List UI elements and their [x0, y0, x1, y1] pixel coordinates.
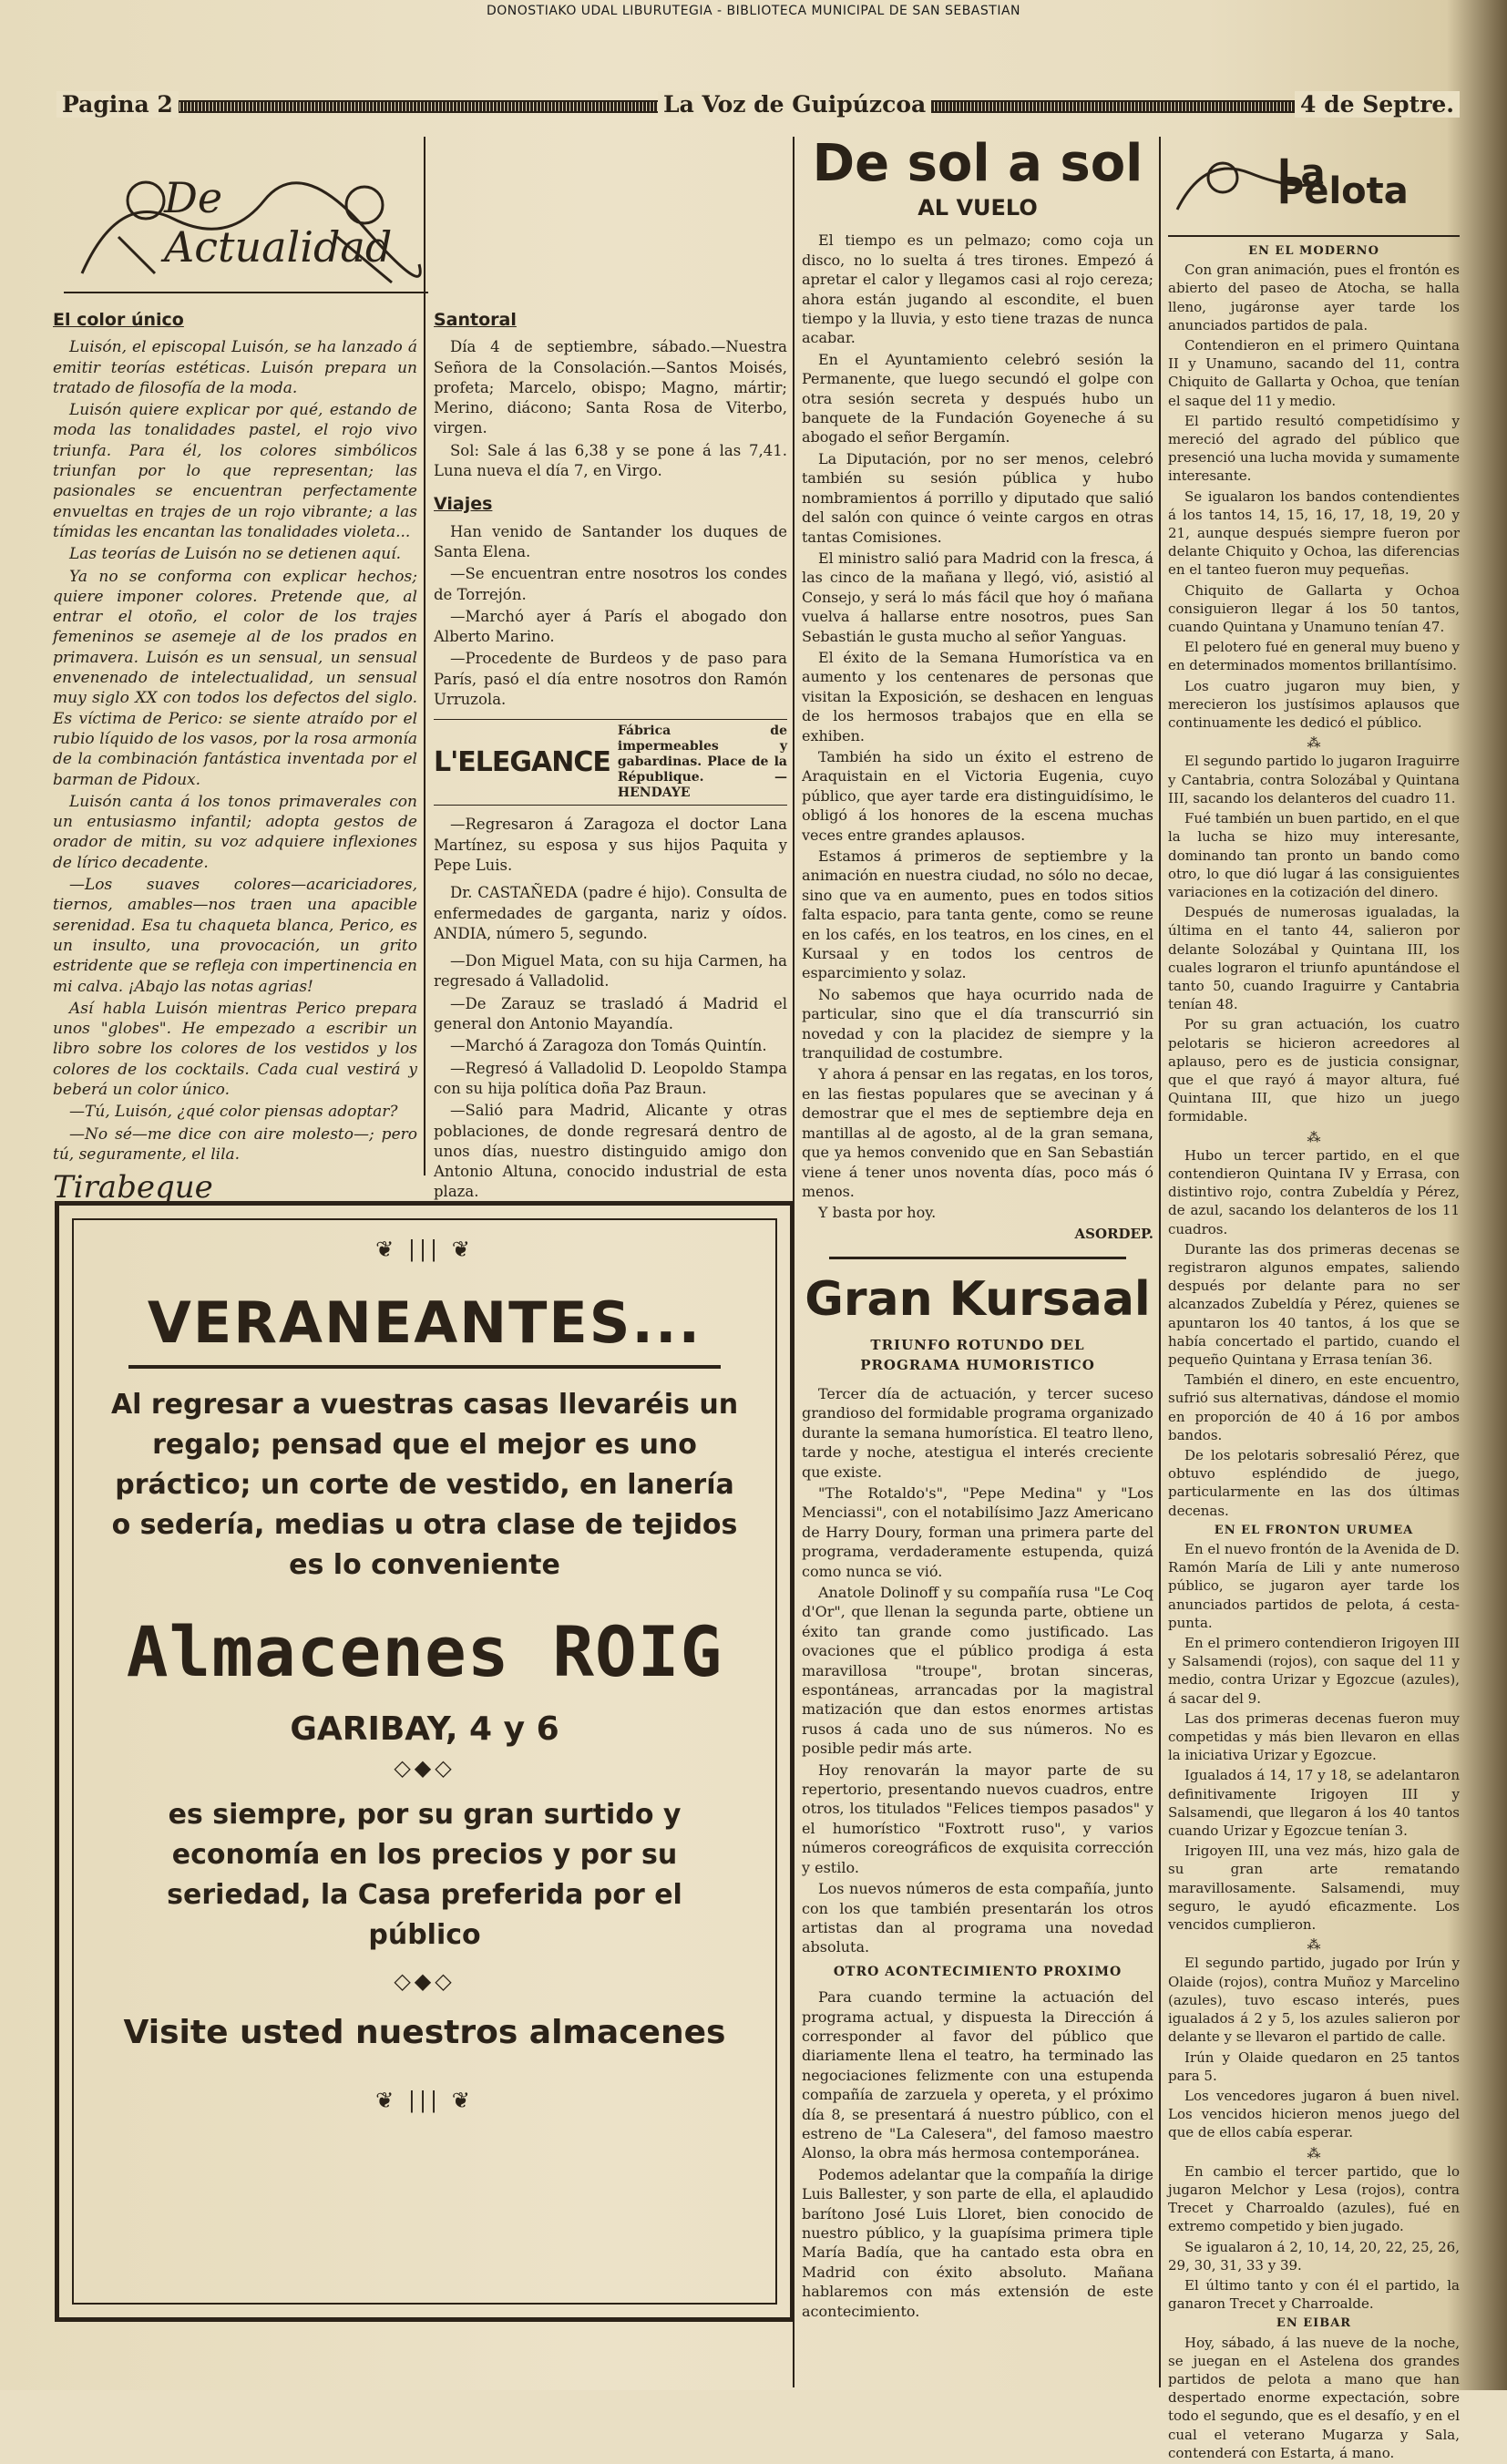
section-title-santoral: Santoral — [434, 310, 517, 330]
column-de-sol-a-sol — [802, 134, 1153, 2323]
asterisk-icon: ⁂ — [1307, 2144, 1321, 2161]
paragraph: Hoy renovarán la mayor parte de su repertorio, presentando nuevos cuadros, entre otros, los titulados "Felices tiempos pasados" y el humorístico "Foxtrott ruso", y varios números coreográficos de exquisita corrección y estilo. — [802, 1761, 1153, 1876]
ad-inner-border — [72, 1218, 777, 2305]
paragraph: Las dos primeras decenas fueron muy competidas y más bien llevaron en ellas la iniciativa Urizar y Egozcue. — [1168, 1709, 1460, 1764]
paragraph: Y basta por hoy. — [818, 1204, 937, 1222]
paragraph: Y ahora á pensar en las regatas, en los toros, en las fiestas populares que se avecinan y á demostrar que el mes de septiembre deja en mantillas al de agosto, al de la gran semana, que ya hemos convenido que en San Sebastián viene á tener unos noventa días, poco más ó menos. — [802, 1065, 1153, 1200]
archive-header: DONOSTIAKO UDAL LIBURUTEGIA - BIBLIOTECA MUNICIPAL DE SAN SEBASTIAN — [486, 4, 1021, 18]
section-title-gran-kursaal: Gran Kursaal — [805, 1272, 1151, 1328]
paragraph: —Salió para Madrid, Alicante y otras poblaciones, de donde regresará dentro de unos días, nuestro distinguido amigo don Antonio Altuna, conocido industrial de esta plaza. — [434, 1102, 787, 1201]
elegance-text: Fábrica de impermeables y gabardinas. Place de la République. — HENDAYE — [617, 724, 787, 801]
paragraph: Irún y Olaide quedaron en 25 tantos para 5. — [1168, 2048, 1460, 2084]
pelota-header-art — [1168, 137, 1460, 237]
asterisk-icon: ⁂ — [1307, 1128, 1321, 1145]
paragraph: Para cuando termine la actuación del programa actual, y dispuesta la Dirección á corresponder al favor del público que diariamente llena el teatro, ha terminado las negociaciones felizmente con una estupenda compañía de zarzuela y opereta, y el próximo día 8, se presentará á nuestro público, con el estreno de "La Calesera", del famoso maestro Alonso, la obra más hermosa contemporánea. — [802, 1988, 1153, 2162]
column-santoral — [434, 304, 787, 1205]
asterisk-icon: ⁂ — [1307, 734, 1321, 752]
paragraph: Podemos adelantar que la compañía la dirige Luis Ballester, y son parte de ella, el aplaudido barítono José Luis Lloret, bien conocido de nuestro público, y la guapísima primera tiple María Badía, que ha cantado esta obra en Madrid con éxito absoluto. Mañana hablaremos con más extensión de este acontecimiento. — [802, 2165, 1153, 2320]
paragraph: Hoy, sábado, á las nueve de la noche, se juegan en el Astelena dos grandes partidos de pelota a mano que han despertado enorme expectación, sobre todo el segundo, que es el desafío, y en el cual el veterano Mugarza y Sala, contenderá con Estarta, á mano. — [1168, 2334, 1460, 2461]
paragraph: —Los suaves colores—acariciadores, tiernos, amables—nos traen una apacible serenidad. Esa tu chaqueta blanca, Perico, es un insulto, una provocación, un grito estridente que se refleja con impertinencia en mi calva. ¡Abajo las notas agrias! — [53, 876, 417, 996]
ad-body-1: Al regresar a vuestras casas llevaréis un regalo; pensad que el mejor es uno práctico; un corte de vestido, en lanería o sedería, medias u otra clase de tejidos es lo conveniente — [110, 1389, 739, 1581]
paragraph: El pelotero fué en general muy bueno y en determinados momentos brillantísimo. — [1168, 639, 1460, 674]
author-signature: Tirabeque — [53, 1169, 213, 1206]
paragraph: Las teorías de Luisón no se detienen aquí. — [69, 545, 402, 564]
paragraph: Los cuatro jugaron muy bien, y merecieron los justísimos aplausos que continuamente les dedicó el público. — [1168, 677, 1460, 732]
paragraph: Los nuevos números de esta compañía, junto con los que también presentarán los otros artistas dan al programa una novedad absoluta. — [802, 1880, 1153, 1956]
pelota-heading: La Pelota — [1277, 152, 1409, 213]
paragraph: Ya no se conforma con explicar hechos; quiere imponer colores. Pretende que, al entrar el otoño, el color de los trajes femeninos se asemeje al de los prados en primavera. Luisón es un sensual, un sensual envenenado de intelectualidad, un sensual muy siglo XX con todos los defectos del siglo. Es víctima de Perico: se siente atraído por el rubio líquido de los vasos, por la rosa armonía de la combinación fantástica inventada por el barman de Pidoux. — [53, 567, 417, 789]
paragraph: Así habla Luisón mientras Perico prepara unos "globes". He empezado a escribir un libro sobre los colores de los vestidos y los colores de los cocktails. Cada cual vestirá y beberá un color único. — [53, 999, 417, 1099]
ornament-icon: ❦ ||| ❦ — [375, 2088, 474, 2113]
paragraph: —No sé—me dice con aire molesto—; pero tú, seguramente, el lila. — [53, 1124, 417, 1164]
paragraph: Después de numerosas igualadas, la última en el tanto 44, salieron por delante Solozábal y Quintana III, los cuales lograron el triunfo apuntándose el tanto 50, cuando Iraguirre y Cantabria tenían 48. — [1168, 904, 1460, 1013]
author-signature: ASORDEP. — [1074, 1225, 1153, 1242]
paragraph: En el Ayuntamiento celebró sesión la Permanente, que luego secundó el golpe con otra sesión secreta y después hubo un banquete de la Fundación Goyeneche á su abogado el señor Bergamín. — [802, 350, 1153, 447]
paragraph: El último tanto y con él el partido, la ganaron Trecet y Charroalde. — [1168, 2276, 1460, 2313]
paragraph: Se igualaron los bandos contendientes á los tantos 14, 15, 16, 17, 18, 19, 20 y 21, aunque después siempre fueron por delante Chiquito y Ochoa, las diferencias en el tanteo fueron muy pequeñas. — [1168, 488, 1460, 579]
ornament-icon: ◇◆◇ — [394, 1755, 456, 1781]
paragraph: El segundo partido lo jugaron Iraguirre y Cantabria, contra Solozábal y Quintana III, sacando los delanteros del cuadro 11. — [1168, 753, 1460, 806]
subheading-moderno: EN EL MODERNO — [1248, 244, 1379, 258]
paragraph: También el dinero, en este encuentro, sufrió sus alternativas, dándose el momio en proporción de 40 á 16 por ambos bandos. — [1168, 1371, 1460, 1443]
subheading-urumea: EN EL FRONTON URUMEA — [1214, 1523, 1414, 1537]
subtitle-al-vuelo: AL VUELO — [918, 195, 1038, 221]
almacenes-roig-ad — [55, 1201, 795, 2322]
paper-name: La Voz de Guipúzcoa — [658, 91, 931, 118]
actualidad-heading: De Actualidad — [164, 173, 393, 272]
paragraph: —Regresaron á Zaragoza el doctor Lana Martínez, su esposa y sus hijos Paquita y Pepe Luis. — [434, 816, 787, 874]
section-title-viajes: Viajes — [434, 494, 493, 515]
kursaal-subtitle: TRIUNFO ROTUNDO DEL PROGRAMA HUMORISTICO — [860, 1337, 1095, 1373]
asterisk-icon: ⁂ — [1307, 1936, 1321, 1954]
column-la-pelota — [1168, 137, 1460, 2464]
paragraph: —Marchó ayer á París el abogado don Alberto Marino. — [434, 607, 787, 646]
paragraph: El segundo partido, jugado por Irún y Olaide (rojos), contra Muñoz y Marcelino (azules), tuvo escaso interés, pues igualados á 2 y 5, los azules salieron por delante y se llevaron el partido de calle. — [1168, 1955, 1460, 2046]
paragraph: Hubo un tercer partido, en el que contendieron Quintana IV y Errasa, con distintivo rojo, contra Zubeldía y Pérez, de azul, sacando los delanteros de los 11 cuadros. — [1168, 1146, 1460, 1237]
paragraph: Igualados á 14, 17 y 18, se adelantaron definitivamente Irigoyen III y Salsamendi, que llegaron á los 40 tantos cuando Urizar y Egozcue tenían 3. — [1168, 1767, 1460, 1840]
paragraph: Día 4 de septiembre, sábado.—Nuestra Señora de la Consolación.—Santos Moisés, profeta; Marcelo, obispo; Magno, mártir; Merino, diácono; Santa Rosa de Viterbo, virgen. — [434, 338, 787, 437]
ad-address: GARIBAY, 4 y 6 — [290, 1710, 559, 1748]
elegance-brand: L'ELEGANCE — [434, 745, 610, 778]
paragraph: Irigoyen III, una vez más, hizo gala de su gran arte rematando maravillosamente. Salsamendi, muy seguro, le ayudó eficazmente. Los vencidos cumplieron. — [1168, 1843, 1460, 1934]
issue-date: 4 de Septre. — [1295, 91, 1460, 118]
paragraph: Estamos á primeros de septiembre y la animación en nuestra ciudad, no sólo no decae, sino que va en aumento, pues en todos sitios falta espacio, para tanta gente, como se reune en los cafés, en los teatros, en los cines, en el Kursaal y en todos los centros de esparcimiento y solaz. — [802, 847, 1153, 982]
paragraph: Chiquito de Gallarta y Ochoa consiguieron llegar á los 50 tantos, cuando Quintana y Unamuno tenían 47. — [1168, 581, 1460, 636]
paragraph: —Regresó á Valladolid D. Leopoldo Stampa con su hija política doña Paz Braun. — [434, 1059, 787, 1097]
divider — [829, 1257, 1126, 1259]
page-number: Pagina 2 — [56, 91, 179, 118]
paragraph: En el nuevo frontón de la Avenida de D. Ramón María de Lili y ante numeroso público, se jugaron ayer tarde los anunciados partidos de pelota, á cesta-punta. — [1168, 1541, 1460, 1631]
paragraph: Durante las dos primeras decenas se registraron algunos empates, saliendo después por delante para no ser alcanzados Zubeldía y Pérez, quienes se apuntaron los 40 tantos, á los que se había concertado el partido, cuando el pequeño Quintana y Errasa tenían 36. — [1168, 1240, 1460, 1368]
paragraph: Los vencedores jugaron á buen nivel. Los vencidos hicieron menos juego del que de ellos cabía esperar. — [1168, 2087, 1460, 2141]
ad-rule — [128, 1365, 721, 1369]
paragraph: La Diputación, por no ser menos, celebró también su sesión pública y hubo nombramientos á porrillo y diputado que salió del salón con quince ó veinte cargos en otras tantas Comisiones. — [802, 449, 1153, 546]
ad-headline: VERANEANTES... — [147, 1289, 702, 1356]
paragraph: Se igualaron á 2, 10, 14, 20, 22, 25, 26, 29, 30, 31, 33 y 39. — [1168, 2238, 1460, 2274]
section-title-de-sol-a-sol: De sol a sol — [812, 134, 1143, 193]
paragraph: —Se encuentran entre nosotros los condes de Torrejón. — [434, 565, 787, 603]
masthead — [56, 89, 1460, 122]
paragraph: Luisón, el episcopal Luisón, se ha lanzado á emitir teorías estéticas. Luisón prepara un tratado de filosofía de la moda. — [53, 338, 417, 397]
paragraph: Luisón quiere explicar por qué, estando de moda las tonalidades pastel, el rojo vivo triunfa. Para él, los colores simbólicos triunfan por lo que representan; las pasionales se encuentran perfectamente envueltas en trajes de un rojo vibrante; a las tímidas les encantan las tonalidades violeta... — [53, 401, 417, 541]
paragraph: También ha sido un éxito el estreno de Araquistain en el Victoria Eugenia, cuyo público, que ayer tarde era distinguidísimo, le obligó á los honores de la escena muchas veces entre grandes aplausos. — [802, 747, 1153, 844]
ad-body-2: es siempre, por su gran surtido y economía en los precios y por su seriedad, la Casa preferida por el público — [167, 1799, 682, 1951]
paragraph: De los pelotaris sobresalió Pérez, que obtuvo espléndido de juego, particularmente en las dos últimas decenas. — [1168, 1447, 1460, 1519]
paragraph: Contendieron en el primero Quintana II y Unamuno, sacando del 11, contra Chiquito de Gallarta y Ochoa, que tenían el saque del 11 y medio. — [1168, 337, 1460, 409]
paragraph: Luisón canta á los tonos primaverales con un entusiasmo infantil; adopta gestos de orador de mitin, su voz adquiere inflexiones de lírico decadente. — [53, 792, 417, 872]
paragraph: —Don Miguel Mata, con su hija Carmen, ha regresado á Valladolid. — [434, 952, 787, 991]
ad-store-name: Almacenes ROIG — [126, 1611, 723, 1692]
paragraph: Han venido de Santander los duques de Santa Elena. — [434, 522, 787, 560]
paragraph: Tercer día de actuación, y tercer suceso grandioso del formidable programa organizado durante la semana humorística. El teatro lleno, tarde y noche, atestigua el interés creciente que existe. — [802, 1384, 1153, 1481]
paragraph: En el primero contendieron Irigoyen III y Salsamendi (rojos), con saque del 11 y medio, contra Urizar y Egozcue (azules), á sacar del 9. — [1168, 1635, 1460, 1707]
column-divider — [1159, 137, 1161, 2387]
section-title-color-unico: El color único — [53, 310, 184, 330]
ornament-icon: ◇◆◇ — [394, 1968, 456, 1994]
subheading-eibar: EN EIBAR — [1276, 2316, 1352, 2331]
castaneda-notice: Dr. CASTAÑEDA (padre é hijo). Consulta de enfermedades de garganta, nariz y oídos. ANDIA, número 5, segundo. — [434, 884, 787, 942]
actualidad-header-art — [64, 137, 428, 293]
paragraph: Fué también un buen partido, en el que la lucha se hizo muy interesante, dominando tan pronto un bando como otro, lo que dió lugar á las consiguientes variaciones en la cotización del dinero. — [1168, 810, 1460, 900]
paragraph: Por su gran actuación, los cuatro pelotaris se hicieron acreedores al aplauso, pero es de justicia consignar, que el que rayó á mayor altura, fué Quintana III, que hizo un juego formidable. — [1168, 1016, 1460, 1125]
paragraph: Con gran animación, pues el frontón es abierto del paseo de Atocha, se halla lleno, jugáronse ayer tarde los anunciados partidos de pala. — [1168, 262, 1460, 334]
column-divider — [424, 137, 425, 1176]
subheading-otro-acontecimiento: OTRO ACONTECIMIENTO PROXIMO — [833, 1964, 1123, 1979]
paragraph: —Marchó á Zaragoza don Tomás Quintín. — [450, 1037, 767, 1055]
paragraph: En cambio el tercer partido, que lo jugaron Melchor y Lesa (rojos), contra Trecet y Charroaldo (azules), fué en extremo competido y bien jugado. — [1168, 2162, 1460, 2235]
paragraph: "The Rotaldo's", "Pepe Medina" y "Los Menciassi", con el notabilísimo Jazz Americano de Harry Doury, forman una primera parte del programa, verdaderamente estupenda, quizá como nunca se vió. — [802, 1484, 1153, 1580]
paragraph: Sol: Sale á las 6,38 y se pone á las 7,41. Luna nueva el día 7, en Virgo. — [434, 441, 787, 480]
paragraph: —Procedente de Burdeos y de paso para París, pasó el día entre nosotros don Ramón Urruzola. — [434, 650, 787, 709]
paragraph: Anatole Dolinoff y su compañía rusa "Le Coq d'Or", que llenan la segunda parte, obtiene un éxito tan grande como justificado. Las ovaciones que el público prodiga á esta maravillosa "troupe", brotan sinceras, espontáneas, arrancadas por la magistral matización que dan estos enormes artistas rusos á cada uno de sus números. No es posible pedir más arte. — [802, 1584, 1153, 1758]
paragraph: El ministro salió para Madrid con la fresca, á las cinco de la mañana y llegó, vió, asistió al Consejo, y será lo más fácil que hoy ó mañana vuelva á hallarse entre nosotros, pues San Sebastián le gusta mucho al señor Yanguas. — [802, 549, 1153, 645]
ad-cta: Visite usted nuestros almacenes — [123, 2014, 726, 2051]
paragraph: El partido resultó competidísimo y mereció del agrado del público que presenció una lucha movida y sumamente interesante. — [1168, 412, 1460, 485]
paragraph: El tiempo es un pelmazo; como coja un disco, no lo suelta á tres tirones. Empezó á apretar el calor y llegamos casi al rojo cereza; ahora están jugando al escondite, el buen tiempo y la lluvia, y esto tiene trazas de nunca acabar. — [802, 231, 1153, 347]
paragraph: El éxito de la Semana Humorística va en aumento y los centenares de personas que visitan la Exposición, se deshacen en lenguas de los hermosos trabajos que en ella se exhiben. — [802, 648, 1153, 744]
paragraph: —De Zarauz se trasladó á Madrid el general don Antonio Mayandía. — [434, 994, 787, 1033]
paragraph: —Tú, Luisón, ¿qué color piensas adoptar? — [69, 1103, 398, 1122]
column-actualidad — [53, 304, 417, 1206]
paragraph: No sabemos que haya ocurrido nada de particular, sino que el día transcurrió sin novedad y con la placidez de siempre y la tranquilidad de costumbre. — [802, 985, 1153, 1063]
elegance-ad — [434, 719, 787, 806]
ornament-icon: ❦ ||| ❦ — [375, 1237, 474, 1262]
